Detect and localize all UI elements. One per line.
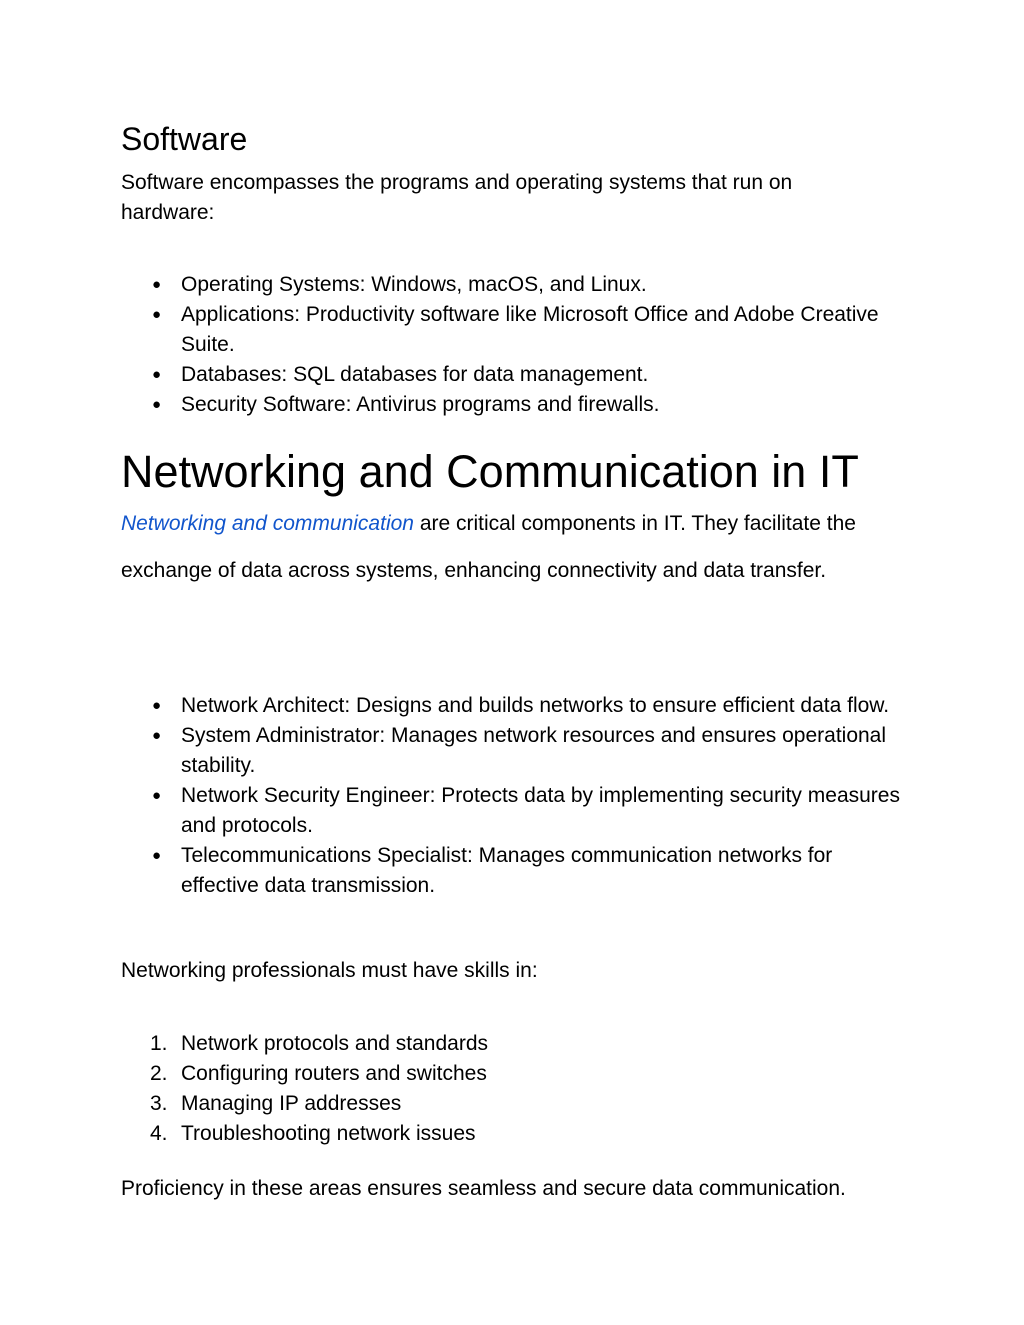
list-item-text: Configuring routers and switches: [181, 1062, 487, 1085]
list-item: ● Security Software: Antivirus programs and firewalls.: [121, 390, 911, 420]
list-number: 1.: [150, 1032, 168, 1055]
software-intro: Software encompasses the programs and operating systems that run on hardware:: [121, 171, 793, 224]
networking-link[interactable]: Networking and communication: [121, 512, 414, 535]
networking-heading: Networking and Communication in IT: [121, 446, 859, 497]
list-item: [121, 1059, 911, 1089]
list-item-text: Managing IP addresses: [181, 1092, 402, 1115]
list-item: ● Applications: Productivity software like Microsoft Office and Adobe Creative Suite.: [121, 300, 911, 360]
list-item: [121, 1089, 911, 1119]
list-number: 2.: [150, 1062, 168, 1085]
list-item: ● Databases: SQL databases for data management.: [121, 360, 911, 390]
roles-list: [121, 691, 911, 901]
list-item: ● Operating Systems: Windows, macOS, and Linux.: [121, 270, 911, 300]
list-item-text: Troubleshooting network issues: [181, 1122, 476, 1145]
software-heading: Software: [121, 121, 248, 157]
software-list: [121, 270, 911, 420]
list-item: ● System Administrator: Manages network resources and ensures operational stability.: [121, 721, 911, 781]
list-item: [121, 1119, 911, 1149]
list-item: ● Network Security Engineer: Protects data by implementing security measures and protocols.: [121, 781, 911, 841]
list-item-text: Network protocols and standards: [181, 1032, 488, 1055]
list-item: ● Telecommunications Specialist: Manages communication networks for effective data transmission.: [121, 841, 911, 901]
networking-intro-text: are critical components in IT. They facilitate the exchange of data across systems, enhancing connectivity and data transfer.: [121, 512, 856, 582]
closing-paragraph: Proficiency in these areas ensures seamless and secure data communication.: [121, 1177, 846, 1200]
skills-list: [121, 1029, 911, 1149]
list-number: 4.: [150, 1122, 168, 1145]
networking-intro: [121, 500, 901, 594]
list-number: 3.: [150, 1092, 168, 1115]
list-item: [121, 1029, 911, 1059]
skills-intro: Networking professionals must have skills in:: [121, 959, 538, 982]
list-item: ● Network Architect: Designs and builds networks to ensure efficient data flow.: [121, 691, 911, 721]
